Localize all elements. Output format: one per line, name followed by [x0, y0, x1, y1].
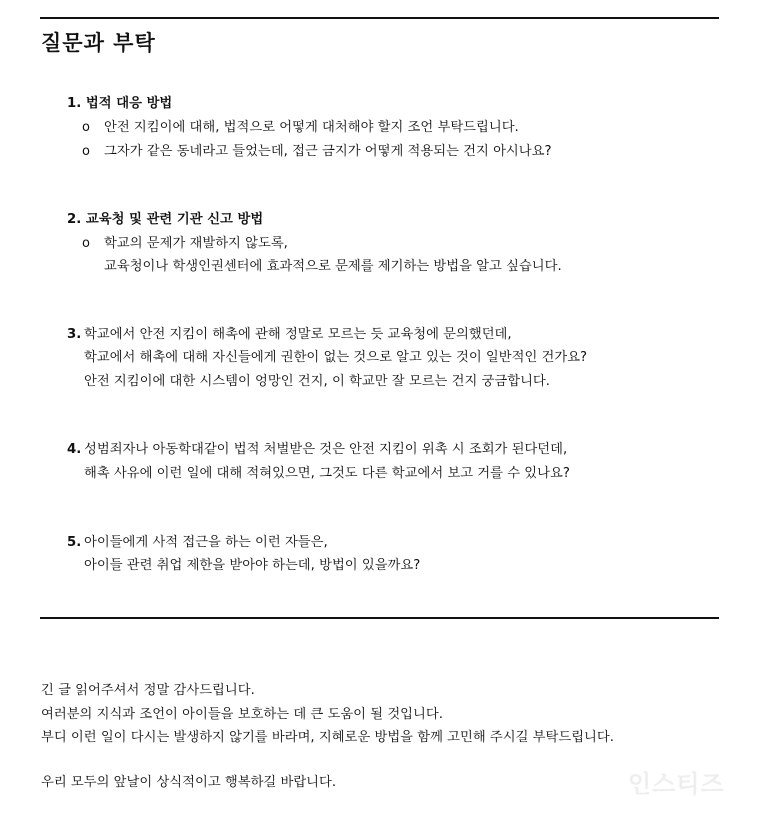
- section-3-line-1: 학교에서 안전 지킴이 해촉에 관해 정말로 모르는 듯 교육청에 문의했던데,: [84, 327, 512, 342]
- closing-line-3: 부디 이런 일이 다시는 발생하지 않기를 바라며, 지혜로운 방법을 함께 고민해 주시길 부탁드립니다.: [41, 730, 614, 745]
- bullet-marker: o: [82, 144, 90, 159]
- bullet-marker: o: [82, 236, 90, 251]
- section-1-bullet-1: 안전 지킴이에 대해, 법적으로 어떻게 대처해야 할지 조언 부탁드립니다.: [104, 120, 519, 135]
- bullet-marker: o: [82, 120, 90, 135]
- section-2-continuation: 교육청이나 학생인권센터에 효과적으로 문제를 제기하는 방법을 알고 싶습니다.: [104, 259, 562, 274]
- top-divider: [40, 17, 719, 19]
- section-5-line-2: 아이들 관련 취업 제한을 받아야 하는데, 방법이 있을까요?: [84, 558, 421, 573]
- middle-divider: [40, 617, 719, 619]
- page-title: 질문과 부탁: [41, 31, 156, 55]
- section-5-number: 5.: [67, 535, 82, 550]
- section-1-bullet-2: 그자가 같은 동네라고 들었는데, 접근 금지가 어떻게 적용되는 건지 아시나요?: [104, 144, 552, 159]
- section-2-bullet-1: 학교의 문제가 재발하지 않도록,: [104, 236, 288, 251]
- section-4-line-1: 성범죄자나 아동학대같이 법적 처벌받은 것은 안전 지킴이 위촉 시 조회가 된다던데,: [84, 442, 568, 457]
- section-3-line-2: 학교에서 해촉에 대해 자신들에게 권한이 없는 것으로 알고 있는 것이 일반적인 건가요?: [84, 350, 588, 365]
- closing-line-4: 우리 모두의 앞날이 상식적이고 행복하길 바랍니다.: [41, 775, 337, 790]
- closing-line-1: 긴 글 읽어주셔서 정말 감사드립니다.: [41, 683, 255, 698]
- section-3-line-3: 안전 지킴이에 대한 시스템이 엉망인 건지, 이 학교만 잘 모르는 건지 궁금합니다.: [84, 374, 550, 389]
- closing-line-2: 여러분의 지식과 조언이 아이들을 보호하는 데 큰 도움이 될 것입니다.: [41, 707, 443, 722]
- section-2-heading: 2. 교육청 및 관련 기관 신고 방법: [67, 212, 264, 227]
- section-4-line-2: 해촉 사유에 이런 일에 대해 적혀있으면, 그것도 다른 학교에서 보고 거를 수 있나요?: [84, 466, 570, 481]
- section-5-line-1: 아이들에게 사적 접근을 하는 이런 자들은,: [84, 535, 328, 550]
- section-1-heading: 1. 법적 대응 방법: [67, 96, 173, 111]
- section-3-number: 3.: [67, 327, 82, 342]
- section-4-number: 4.: [67, 442, 82, 457]
- watermark-logo: 인스티즈: [628, 770, 725, 798]
